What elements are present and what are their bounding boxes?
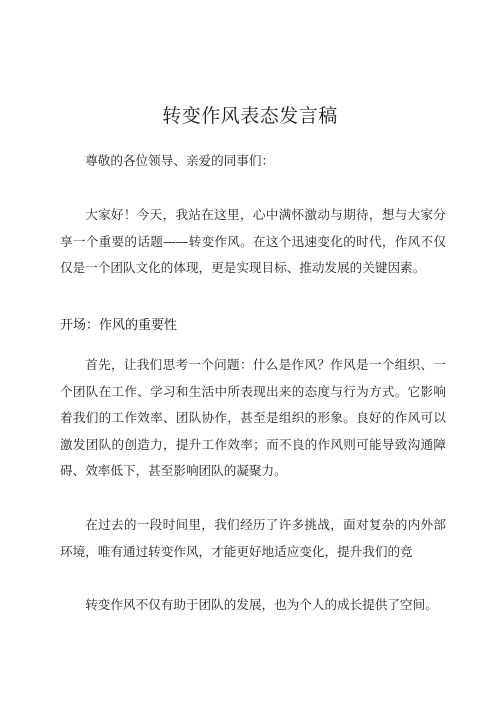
section-heading: 开场：作风的重要性 — [60, 318, 178, 333]
body-paragraph-2: 在过去的一段时间里，我们经历了许多挑战，面对复杂的内外部环境，唯有通过转变作风，才能更好地适应变化，提升我们的竞 — [60, 517, 446, 559]
body-paragraph-3: 转变作风不仅有助于团队的发展，也为个人的成长提供了空间。 — [85, 597, 438, 612]
body-paragraph-1: 首先，让我们思考一个问题：什么是作风？作风是一个组织、一个团队在工作、学习和生活中所表现出来的态度与行为方式。它影响着我们的工作效率、团队协作，甚至是组织的形象。良好的作风可以激发团队的创造力，提升工作效率；而不良的作风则可能导致沟通障碍、效率低下，甚至影响团队的凝聚力。 — [60, 357, 446, 479]
salutation: 尊敬的各位领导、亲爱的同事们： — [85, 153, 275, 168]
document-title: 转变作风表态发言稿 — [162, 105, 338, 127]
intro-paragraph: 大家好！今天，我站在这里，心中满怀激动与期待，想与大家分享一个重要的话题——转变作风。在这个迅速变化的时代，作风不仅仅是一个团队文化的体现，更是实现目标、推动发展的关键因素。 — [60, 207, 446, 276]
